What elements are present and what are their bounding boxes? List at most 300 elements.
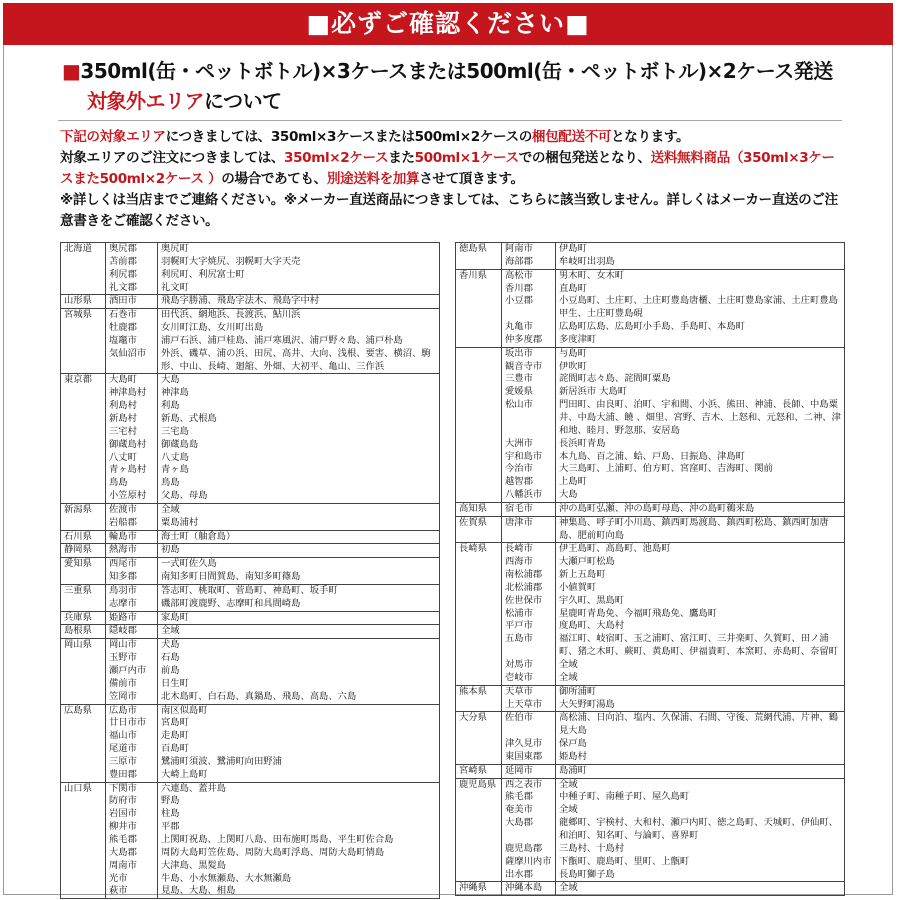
areas-cell: 初島 [158,544,440,558]
table-row [456,882,845,896]
areas-cell: 一式町佐久島 [158,558,440,571]
areas-cell: 伊島町 [556,243,845,256]
city-cell: 今治市 [502,463,556,476]
areas-cell: 北木島町、白石島、真鍋島、飛島、高島、六島 [158,691,440,704]
areas-cell: 牛島、小水無瀬島、大水無瀬島 [158,873,440,886]
areas-cell: 答志町、桃取町、菅島町、神島町、坂手町 [158,584,440,597]
city-cell: 気仙沼市 [106,348,158,374]
city-cell: 柳井市 [106,821,158,834]
areas-cell: 青ヶ島 [158,464,440,477]
city-cell: 萩市 [106,885,158,898]
table-row [456,751,845,764]
city-cell: 塩竈市 [106,335,158,348]
prefecture-cell: 大分県 [456,712,502,764]
notice-highlight: 500ml×1ケース [414,150,519,166]
city-cell: 出水郡 [502,869,556,882]
table-row [456,595,845,608]
table-row [456,556,845,569]
city-cell: 佐渡市 [106,503,158,516]
table-row [61,885,440,898]
city-cell: 福山市 [106,730,158,743]
banner-title: ■必ずご確認ください■ [3,3,893,45]
city-cell: 長崎市 [502,543,556,556]
notice-highlight: 下記の対象エリア [60,129,166,145]
city-cell: 三原市 [106,756,158,769]
city-cell: 海部郡 [502,256,556,269]
city-cell: 平戸市 [502,620,556,633]
areas-cell: 星鹿町青島免、今福町飛島免、鷹島町 [556,608,845,621]
table-row [456,361,845,374]
table-row [456,269,845,282]
city-cell: 東国東郡 [502,751,556,764]
table-row [456,817,845,843]
areas-cell: 与島町 [556,347,845,360]
notice-segment: させて頂きます。 [419,171,524,187]
city-cell: 姫路市 [106,611,158,625]
city-cell: 尾道市 [106,743,158,756]
areas-cell: 南区似島町 [158,704,440,717]
prefecture-cell: 長崎県 [456,543,502,685]
city-cell: 広島市 [106,704,158,717]
table-row [61,439,440,452]
city-cell: 佐世保市 [502,595,556,608]
prefecture-cell: 佐賀県 [456,516,502,543]
areas-cell: 島浦町 [556,764,845,778]
table-row [456,334,845,347]
notice-segment: での梱包発送となり、 [518,150,651,166]
areas-cell: 大崎上島町 [158,769,440,782]
prefecture-cell: 宮崎県 [456,764,502,778]
city-cell: 瀬戸内市 [106,665,158,678]
areas-cell: 六連島、蓋井島 [158,782,440,795]
table-row [456,569,845,582]
table-row [456,489,845,502]
city-cell: 越智郡 [502,476,556,489]
table-row [61,243,440,256]
notice-highlight: 送料無料商品（350ml×3ケースまた500ml×2ケース ） [60,150,835,187]
city-cell: 八丈町 [106,452,158,465]
areas-cell: 新島、式根島 [158,413,440,426]
areas-cell: 沖の島町弘瀬、沖の島町母島、沖の島町鵜来島 [556,502,845,516]
red-square-icon: ■ [62,59,81,83]
table-row [456,476,845,489]
areas-cell: 家島町 [158,611,440,625]
table-row [61,847,440,860]
notice-segment: また [388,150,415,166]
table-row [61,730,440,743]
city-cell: 小笠原村 [106,490,158,503]
table-row [61,530,440,544]
city-cell: 宿毛市 [502,502,556,516]
table-row [61,348,440,374]
city-cell: 隠岐郡 [106,625,158,639]
city-cell: 熱海市 [106,544,158,558]
prefecture-cell: 島根県 [61,625,106,639]
city-cell: 津久見市 [502,738,556,751]
areas-cell: 男木町、女木町 [556,269,845,282]
city-cell: 唐津市 [502,516,556,543]
city-cell: 礼文郡 [106,282,158,295]
table-row [61,873,440,886]
city-cell: 新島村 [106,413,158,426]
table-row [456,620,845,633]
areas-cell: 南知多町日間賀島、南知多町篠島 [158,571,440,584]
city-cell: 備前市 [106,678,158,691]
table-row [456,543,845,556]
prefecture-cell: 宮城県 [61,309,106,374]
notice-segment: につきましては、350ml×3ケースまたは500ml×2ケースの [165,129,532,145]
table-row [61,309,440,322]
table-row [456,451,845,464]
areas-cell: 三宅島 [158,426,440,439]
city-cell: 周南市 [106,860,158,873]
city-cell: 御蔵島村 [106,439,158,452]
notice-highlight: 梱包配送不可 [531,129,612,145]
table-row [61,795,440,808]
table-row [456,856,845,869]
table-row [61,639,440,652]
areas-cell: 伊吹町 [556,361,845,374]
areas-cell: 広島町広島、広島町小手島、手島町、本島町 [556,321,845,334]
table-row [61,426,440,439]
areas-cell: 野島 [158,795,440,808]
areas-cell: 高松浦、日向泊、塩内、久保浦、石間、守後、荒網代浦、片神、鶴見大島 [556,712,845,738]
table-row [61,743,440,756]
table-row [61,544,440,558]
areas-cell: 伊王島町、高島町、池島町 [556,543,845,556]
areas-cell: 上関町祝島、上関町八島、田布施町馬島、平生町佐合島 [158,834,440,847]
table-row [61,322,440,335]
city-cell: 廿日市市 [106,717,158,730]
areas-cell: 牟岐町出羽島 [556,256,845,269]
city-cell: 鳥羽市 [106,584,158,597]
table-row [456,516,845,543]
areas-cell: 磯部町渡鹿野、志摩町和具間崎島 [158,598,440,611]
areas-cell: 本九島、百之浦、蛤、戸島、日振島、津島町 [556,451,845,464]
areas-cell: 全域 [556,882,845,896]
areas-cell: 前島 [158,665,440,678]
city-cell: 小豆郡 [502,295,556,321]
city-cell: 愛媛県 [502,386,556,399]
table-row [61,477,440,490]
city-cell: 宇和島市 [502,451,556,464]
city-cell: 沖縄本島 [502,882,556,896]
areas-cell: 見島、大島、相島 [158,885,440,898]
city-cell: 酒田市 [106,295,158,309]
city-cell: 鹿児島郡 [502,843,556,856]
subtitle [62,56,833,116]
table-row [61,490,440,503]
table-row [61,834,440,847]
table-row [456,738,845,751]
notice-segment: ※詳しくは当店までご連絡ください。※メーカー直送商品につきましては、こちらに該当致しません。詳しくはメーカー直送のご注意書きをご確認ください。 [60,192,838,229]
city-cell: 奥尻郡 [106,243,158,256]
city-cell: 天草市 [502,685,556,698]
areas-cell: 三島村、十島村 [556,843,845,856]
areas-cell: 直島町 [556,283,845,296]
areas-cell: 神集島、呼子町小川島、鎮西町馬渡島、鎮西町松島、鎮西町加唐島、肥前町向島 [556,516,845,543]
table-row [61,598,440,611]
area-table-right [455,242,845,896]
city-cell: 坂出市 [502,347,556,360]
divider [58,120,842,121]
table-row [61,295,440,309]
areas-cell: 龍郷町、宇検村、大和村、瀬戸内町、徳之島町、天城町、伊仙町、和泊町、知名町、与論町、喜界町 [556,817,845,843]
city-cell: 石巻市 [106,309,158,322]
prefecture-cell: 兵庫県 [61,611,106,625]
table-row [456,502,845,516]
table-row [456,791,845,804]
areas-cell: 平郡 [158,821,440,834]
prefecture-cell: 三重県 [61,584,106,611]
city-cell: 壱岐市 [502,672,556,685]
areas-cell: 長島町獅子島 [556,869,845,882]
table-row [61,335,440,348]
city-cell: 大洲市 [502,438,556,451]
city-cell: 玉野市 [106,652,158,665]
city-cell: 豊田郡 [106,769,158,782]
prefecture-cell: 鹿児島県 [456,778,502,882]
prefecture-cell: 沖縄県 [456,882,502,896]
table-row [61,625,440,639]
city-cell: 西海市 [502,556,556,569]
areas-cell: 全域 [158,503,440,516]
city-cell: 利島村 [106,400,158,413]
city-cell: 苫前郡 [106,256,158,269]
table-row [61,678,440,691]
table-row [456,685,845,698]
table-row [456,633,845,659]
table-row [61,387,440,400]
city-cell: 松浦市 [502,608,556,621]
city-cell: 五島市 [502,633,556,659]
city-cell: 青ヶ島村 [106,464,158,477]
table-row [456,712,845,738]
table-row [61,571,440,584]
table-row [61,652,440,665]
areas-cell: 全域 [556,804,845,817]
areas-cell: 上島町 [556,476,845,489]
city-cell: 志摩市 [106,598,158,611]
city-cell: 大島町 [106,374,158,387]
city-cell: 西之表市 [502,778,556,791]
city-cell: 大島郡 [502,817,556,843]
prefecture-cell: 石川県 [61,530,106,544]
prefecture-cell: 熊本県 [456,685,502,712]
subtitle-about: について [204,89,282,113]
areas-cell: 犬島 [158,639,440,652]
table-row [61,808,440,821]
city-cell: 佐伯市 [502,712,556,738]
areas-cell: 御蔵島島 [158,439,440,452]
areas-cell: 女川町江島、女川町出島 [158,322,440,335]
table-row [61,691,440,704]
areas-cell: 利島 [158,400,440,413]
notice-segment: の場合であても、 [221,171,327,187]
areas-cell: 石島 [158,652,440,665]
prefecture-cell: 山口県 [61,782,106,899]
areas-cell: 門田町、由良町、泊町、宇和間、小浜、熊田、神浦、長師、中島粟井、中島大浦、饒 、畑里、宮野、吉木、上怒和、元怒和、二神、津和地、睦月、野忽那、安居島 [556,399,845,438]
areas-cell: 百島町 [158,743,440,756]
areas-cell: 大矢野町湯島 [556,699,845,712]
table-row [61,256,440,269]
areas-cell: 多度津町 [556,334,845,347]
city-cell: 薩摩川内市 [502,856,556,869]
city-cell: 南松浦郡 [502,569,556,582]
table-row [61,400,440,413]
areas-cell: 全域 [158,625,440,639]
areas-cell: 大島 [158,374,440,387]
table-row [61,269,440,282]
city-cell: 西尾市 [106,558,158,571]
areas-cell: 全域 [556,672,845,685]
notice-highlight: 350ml×2ケース [284,150,389,166]
table-row [456,778,845,791]
areas-cell: 八丈島 [158,452,440,465]
city-cell: 下関市 [106,782,158,795]
areas-cell: 父島、母島 [158,490,440,503]
table-row [456,699,845,712]
areas-cell: 大津島、黒髪島 [158,860,440,873]
areas-cell: 全域 [556,778,845,791]
areas-cell: 福江町、岐宿町、玉之浦町、富江町、三井楽町、久賀町、田ノ浦町、猪之木町、蕨町、黄島町、伊福貴町、本窯町、赤島町、奈留町 [556,633,845,659]
city-cell: 利尻郡 [106,269,158,282]
areas-cell: 鳥島 [158,477,440,490]
areas-cell: 粟島浦村 [158,517,440,530]
city-cell: 上天草市 [502,699,556,712]
prefecture-cell: 静岡県 [61,544,106,558]
table-row [61,704,440,717]
areas-cell: 宇久町、黒島町 [556,595,845,608]
city-cell: 三豊市 [502,373,556,386]
areas-cell: 海士町（舳倉島） [158,530,440,544]
areas-cell: 小豆島町、土庄町、土庄町豊島唐櫃、土庄町豊島家浦、土庄町豊島甲生、土庄町豊島硯 [556,295,845,321]
prefecture-cell: 広島県 [61,704,106,782]
notice-segment: 対象エリアのご注文につきましては、 [60,150,285,166]
table-row [456,672,845,685]
city-cell: 神津島村 [106,387,158,400]
areas-cell: 周防大島町笠佐島、周防大島町浮島、周防大島町情島 [158,847,440,860]
table-row [456,399,845,438]
prefecture-cell: 新潟県 [61,503,106,530]
city-cell: 延岡市 [502,764,556,778]
areas-cell: 中種子町、南種子町、屋久島町 [556,791,845,804]
areas-cell: 全域 [556,659,845,672]
table-row [61,503,440,516]
table-row [456,659,845,672]
areas-cell: 浦戸石浜、浦戸桂島、浦戸寒風沢、浦戸野々島、浦戸朴島 [158,335,440,348]
city-cell: 仲多度郡 [502,334,556,347]
areas-cell: 外浜、磯草、浦の浜、田尻、高井、大向、浅根、要害、横沼、駒形、中山、長崎、廻舘、外畑、大初平、亀山、三作浜 [158,348,440,374]
areas-cell: 小値賀町 [556,582,845,595]
prefecture-cell [456,347,502,502]
areas-cell: 利尻町、利尻富士町 [158,269,440,282]
table-row [456,283,845,296]
areas-cell: 大島 [556,489,845,502]
areas-cell: 新上五島町 [556,569,845,582]
table-row [61,374,440,387]
city-cell: 三宅村 [106,426,158,439]
areas-cell: 走島町 [158,730,440,743]
table-row [456,373,845,386]
prefecture-cell: 東京都 [61,374,106,503]
areas-cell: 保戸島 [556,738,845,751]
areas-cell: 度島町、大島村 [556,620,845,633]
prefecture-cell: 徳島県 [456,243,502,270]
areas-cell: 大瀬戸町松島 [556,556,845,569]
table-row [61,782,440,795]
table-row [61,717,440,730]
table-row [61,452,440,465]
city-cell: 防府市 [106,795,158,808]
table-row [61,665,440,678]
prefecture-cell: 岡山県 [61,639,106,704]
areas-cell: 田代浜、網地浜、長渡浜、鮎川浜 [158,309,440,322]
table-row [61,464,440,477]
city-cell: 香川郡 [502,283,556,296]
areas-cell: 宮島町 [158,717,440,730]
table-row [456,243,845,256]
city-cell: 岩国市 [106,808,158,821]
city-cell: 丸亀市 [502,321,556,334]
areas-cell: 下甑町、鹿島町、里町、上甑町 [556,856,845,869]
table-row [456,843,845,856]
table-row [61,769,440,782]
table-row [61,821,440,834]
table-row [456,582,845,595]
city-cell: 熊毛郡 [502,791,556,804]
table-row [61,413,440,426]
prefecture-cell: 香川県 [456,269,502,347]
areas-cell: 鷺浦町須波、鷺浦町向田野浦 [158,756,440,769]
city-cell: 松山市 [502,399,556,438]
table-row [456,804,845,817]
areas-cell: 新居浜市 大島町 [556,386,845,399]
city-cell: 輪島市 [106,530,158,544]
areas-cell: 日生町 [158,678,440,691]
areas-cell: 御所浦町 [556,685,845,698]
areas-cell: 詫間町志々島、詫間町粟島 [556,373,845,386]
areas-cell: 礼文町 [158,282,440,295]
notice-segment: となります。 [611,129,690,145]
prefecture-cell: 北海道 [61,243,106,295]
city-cell: 笠岡市 [106,691,158,704]
city-cell: 阿南市 [502,243,556,256]
areas-cell: 姫島村 [556,751,845,764]
areas-cell: 大三島町、上浦町、伯方町、宮窪町、吉海町、関前 [556,463,845,476]
table-row [61,611,440,625]
city-cell: 奄美市 [502,804,556,817]
table-row [456,463,845,476]
city-cell: 北松浦郡 [502,582,556,595]
table-row [456,256,845,269]
areas-cell: 羽幌町大字焼尻、羽幌町大字天売 [158,256,440,269]
table-row [456,347,845,360]
table-row [456,608,845,621]
table-row [61,517,440,530]
area-table-left [60,242,440,899]
areas-cell: 長浜町青島 [556,438,845,451]
city-cell: 対馬市 [502,659,556,672]
table-row [61,282,440,295]
table-row [456,295,845,321]
city-cell: 八幡浜市 [502,489,556,502]
table-row [456,321,845,334]
table-row [61,584,440,597]
subtitle-line1: 350ml(缶・ペットボトル)×3ケースまたは500ml(缶・ペットボトル)×2ケース発送 [80,59,833,83]
areas-cell: 飛島字勝浦、飛島字法木、飛島字中村 [158,295,440,309]
city-cell: 熊毛郡 [106,834,158,847]
